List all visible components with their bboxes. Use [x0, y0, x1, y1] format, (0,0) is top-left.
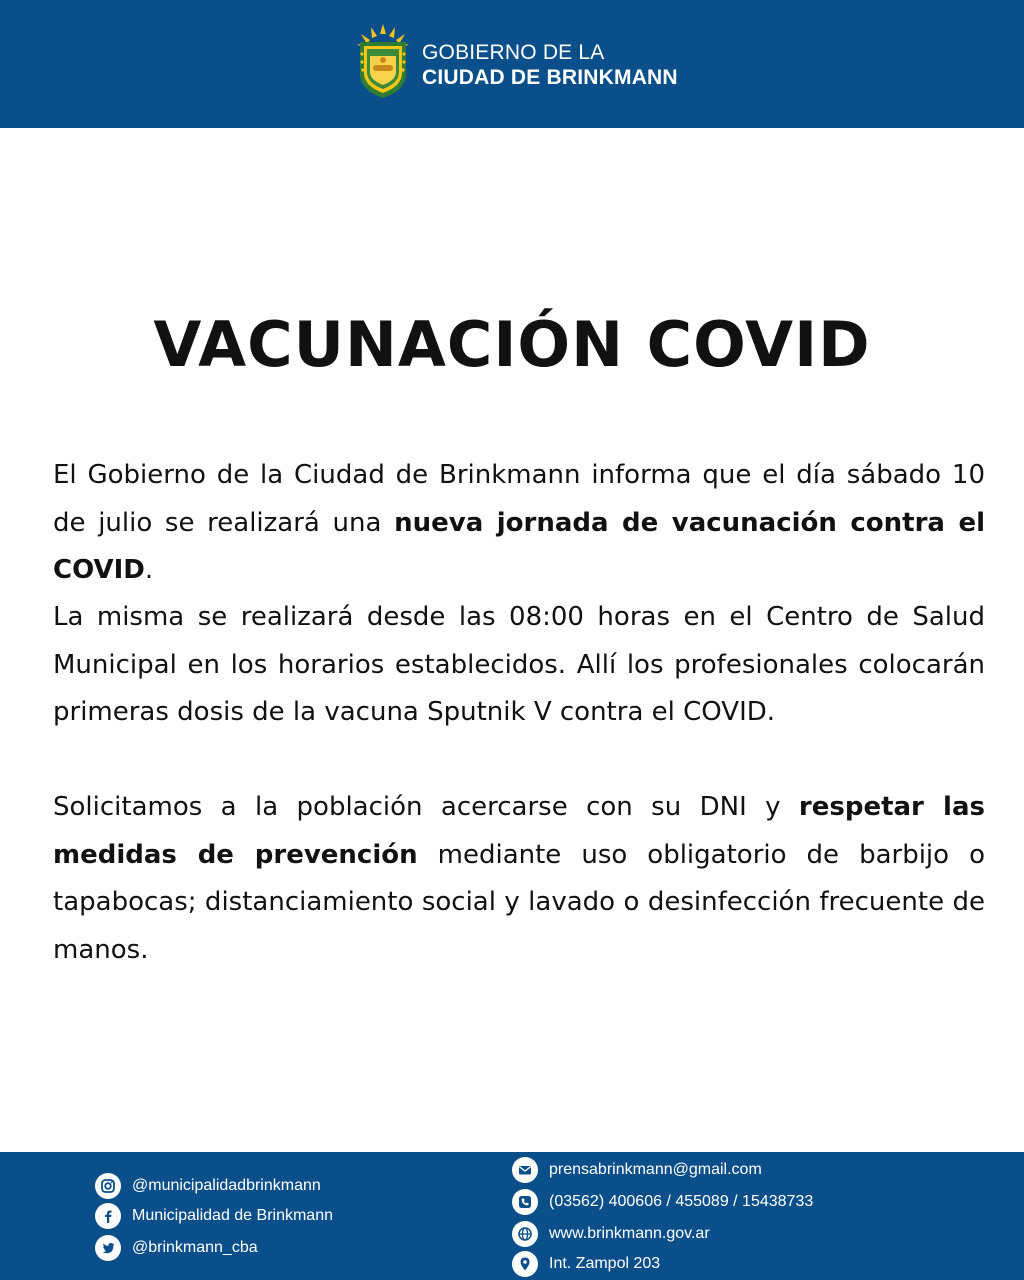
footer-website[interactable] — [512, 1221, 710, 1247]
brand-line-1: GOBIERNO DE LA — [422, 41, 605, 64]
brand-name — [422, 42, 678, 88]
footer-twitter[interactable] — [95, 1235, 258, 1261]
globe-icon — [512, 1221, 538, 1247]
facebook-icon — [95, 1203, 121, 1229]
twitter-icon — [95, 1235, 121, 1261]
paragraph-announcement — [53, 452, 985, 595]
paragraph3-pre: Solicitamos a la población acercarse con su DNI y — [53, 792, 799, 822]
header-banner — [0, 0, 1024, 128]
footer-facebook[interactable] — [95, 1203, 333, 1229]
footer-banner — [0, 1152, 1024, 1280]
paragraph3-post: mediante uso obligatorio de barbijo o tapabocas; distanciamiento social y lavado o desinfección frecuente de manos. — [53, 839, 985, 965]
page-title: VACUNACIÓN COVID — [153, 308, 871, 381]
footer-website-text: www.brinkmann.gov.ar — [549, 1225, 710, 1242]
footer-facebook-text: Municipalidad de Brinkmann — [132, 1207, 333, 1224]
footer-address-text: Int. Zampol 203 — [549, 1255, 661, 1272]
footer-instagram[interactable] — [95, 1173, 321, 1199]
footer-address[interactable] — [512, 1251, 660, 1277]
footer-phone-text: (03562) 400606 / 455089 / 15438733 — [549, 1193, 814, 1210]
location-pin-icon — [512, 1251, 538, 1277]
paragraph-schedule: La misma se realizará desde las 08:00 horas en el Centro de Salud Municipal en los horarios establecidos. Allí los profesionales colocarán primeras dosis de la vacuna Sputnik V contra el COVID. — [53, 602, 985, 727]
footer-email[interactable] — [512, 1157, 762, 1183]
city-crest-logo — [356, 24, 410, 100]
phone-icon — [512, 1189, 538, 1215]
instagram-icon — [95, 1173, 121, 1199]
paragraph-requirements — [53, 784, 985, 974]
paragraph1-post: . — [144, 555, 154, 585]
brand-line-2: CIUDAD DE BRINKMANN — [422, 66, 678, 89]
mail-icon — [512, 1157, 538, 1183]
footer-email-text: prensabrinkmann@gmail.com — [549, 1161, 762, 1178]
paragraph1-pre: El Gobierno de la Ciudad de Brinkmann informa que el día sábado 10 de julio se realizará una — [53, 460, 985, 538]
paragraph3-bold: respetar las medidas de prevención — [53, 792, 985, 870]
paragraph1-bold: nueva jornada de vacunación contra el COVID — [53, 507, 985, 585]
footer-twitter-text: @brinkmann_cba — [132, 1239, 258, 1256]
footer-instagram-text: @municipalidadbrinkmann — [132, 1177, 321, 1194]
footer-phone[interactable] — [512, 1189, 813, 1215]
